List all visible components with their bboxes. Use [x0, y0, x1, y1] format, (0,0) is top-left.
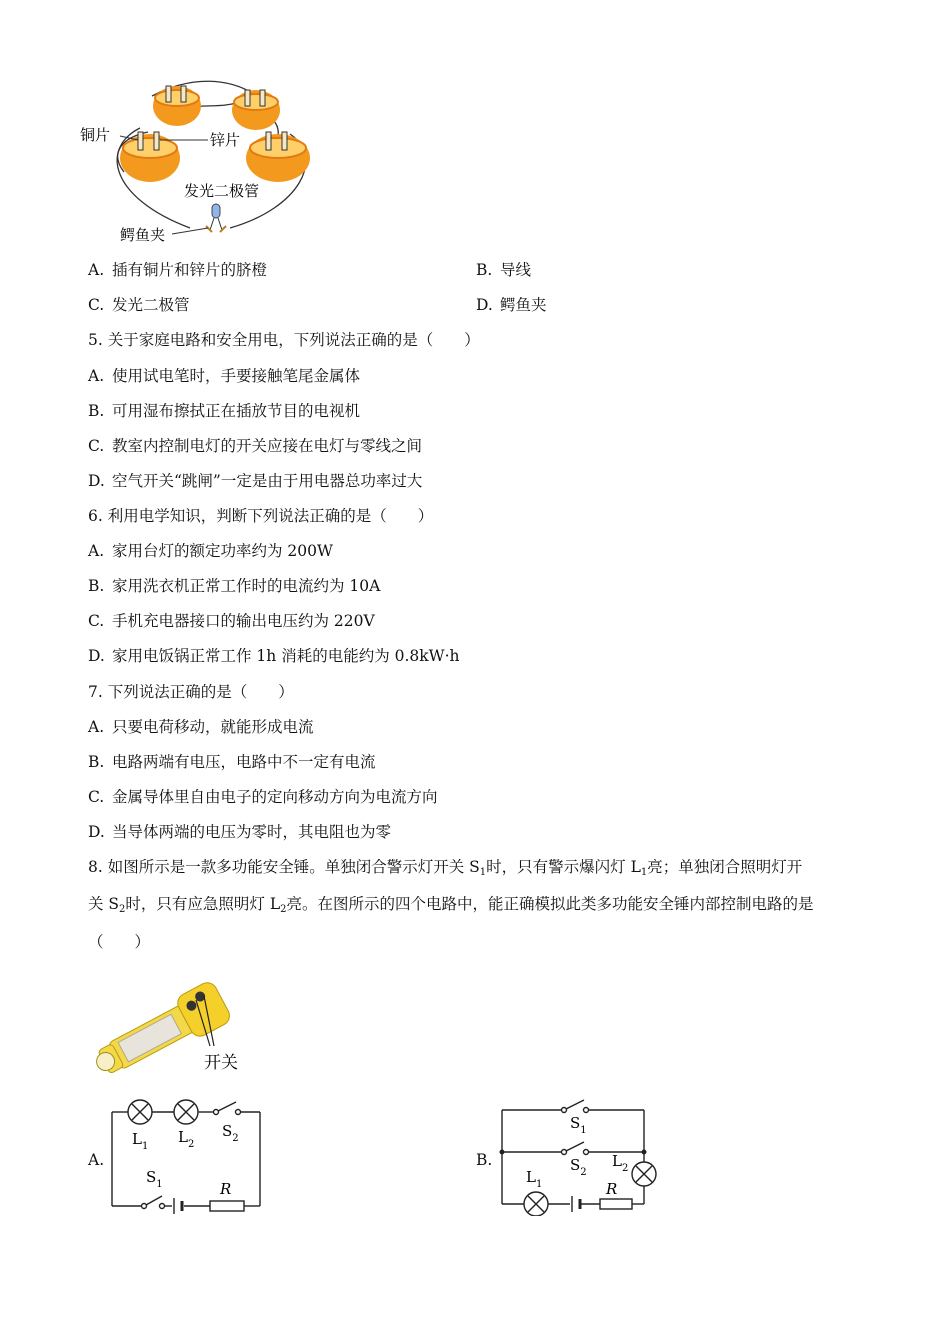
svg-text:S1: $S_1$	[146, 1168, 163, 1190]
q7-option-b: B. 电路两端有电压，电路中不一定有电流	[88, 753, 376, 771]
circuit-b-label: B.	[476, 1151, 493, 1169]
resistor-icon	[600, 1199, 632, 1209]
svg-text:S1: $S_1$	[570, 1114, 587, 1136]
switch-s1-icon	[142, 1196, 165, 1209]
q7-stem: 7. 下列说法正确的是（ ）	[88, 683, 294, 701]
resistor-icon	[210, 1201, 244, 1211]
circuit-a-label: A.	[88, 1151, 105, 1169]
lamp-l1-icon	[128, 1100, 152, 1124]
lamp-l2-icon	[174, 1100, 198, 1124]
copper-label: 铜片	[80, 126, 111, 144]
q4-option-d: D. 鳄鱼夹	[476, 296, 547, 314]
svg-text:L1: $L_1$	[526, 1168, 543, 1190]
orange-icon	[246, 132, 310, 182]
q5-option-d: D. 空气开关“跳闸”一定是由于用电器总功率过大	[88, 472, 423, 490]
battery-icon	[174, 1198, 182, 1214]
q5-option-a: A. 使用试电笔时，手要接触笔尾金属体	[88, 367, 361, 385]
led-label: 发光二极管	[184, 182, 260, 200]
q8-stem-line2: 关 $S_2$时，只有应急照明灯 $L_2$亮。在图所示的四个电路中，能正确模拟此类多功能安全锤内部控制电路的是	[88, 895, 814, 915]
q4-option-b: B. 导线	[476, 261, 532, 279]
switch-s1-icon	[562, 1100, 589, 1113]
q4-option-a: A. 插有铜片和锌片的脐橙	[88, 261, 268, 279]
svg-text:R: R	[606, 1180, 618, 1198]
q6-option-c: C. 手机充电器接口的输出电压约为 220V	[88, 612, 375, 630]
svg-text:S2: $S_2$	[222, 1122, 239, 1144]
svg-text:R: R	[220, 1180, 232, 1198]
clip-label: 鳄鱼夹	[120, 226, 166, 244]
switch-s2-icon	[214, 1102, 241, 1115]
lamp-l1-icon	[524, 1192, 548, 1216]
q6-option-a: A. 家用台灯的额定功率约为 200W	[88, 542, 333, 560]
q5-option-b: B. 可用湿布擦拭正在插放节目的电视机	[88, 402, 361, 420]
q5-stem: 5. 关于家庭电路和安全用电，下列说法正确的是（ ）	[88, 331, 480, 349]
q7-option-c: C. 金属导体里自由电子的定向移动方向为电流方向	[88, 788, 438, 806]
zinc-label: 锌片	[210, 131, 241, 149]
q8-stem-line1: 8. 如图所示是一款多功能安全锤。单独闭合警示灯开关 $S_1$时，只有警示爆闪灯 $L_1$亮；单独闭合照明灯开	[88, 858, 803, 878]
safety-hammer-figure	[86, 966, 256, 1078]
q7-option-a: A. 只要电荷移动，就能形成电流	[88, 718, 314, 736]
svg-text:L1: $L_1$	[132, 1130, 149, 1152]
hammer-switch-label: 开关	[204, 1053, 238, 1073]
q7-option-d: D. 当导体两端的电压为零时，其电阻也为零	[88, 823, 392, 841]
q4-option-c: C. 发光二极管	[88, 296, 190, 314]
led-icon	[206, 204, 226, 232]
orange-icon	[153, 86, 201, 126]
orange-icon	[232, 90, 280, 130]
battery-icon	[572, 1196, 580, 1212]
svg-text:S2: $S_2$	[570, 1156, 587, 1178]
circuit-b-diagram	[496, 1094, 666, 1216]
lamp-l2-icon	[632, 1162, 656, 1186]
svg-text:L2: $L_2$	[178, 1128, 195, 1150]
switch-s2-icon	[562, 1142, 589, 1155]
q5-option-c: C. 教室内控制电灯的开关应接在电灯与零线之间	[88, 437, 423, 455]
q6-option-b: B. 家用洗衣机正常工作时的电流约为 10A	[88, 577, 381, 595]
orange-battery-figure	[80, 78, 320, 248]
q8-stem-line3: （ ）	[88, 933, 151, 951]
q6-stem: 6. 利用电学知识，判断下列说法正确的是（ ）	[88, 507, 434, 525]
svg-text:L2: $L_2$	[612, 1152, 629, 1174]
circuit-a-diagram	[108, 1094, 268, 1216]
q6-option-d: D. 家用电饭锅正常工作 1h 消耗的电能约为 0.8kW·h	[88, 647, 460, 665]
